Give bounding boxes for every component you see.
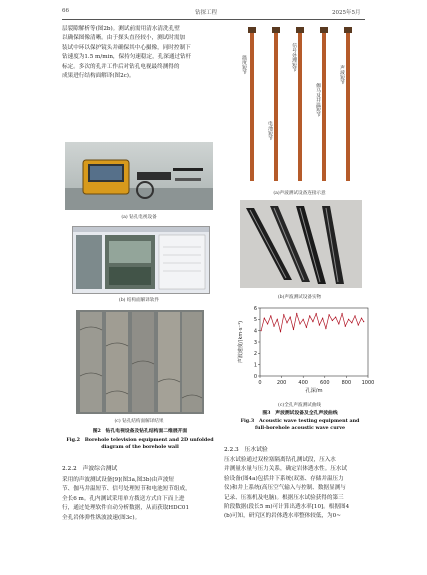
velocity-data-point — [325, 328, 326, 329]
section-2-2-2-title: 2.2.2 声波综合测试 — [62, 466, 118, 472]
paragraph-line: 并测量水量与压力关系，确定岩体透水性。压水试 — [224, 466, 348, 473]
fig2a-caption: (a) 钻孔电视设备 — [121, 215, 157, 220]
velocity-data-point — [299, 323, 300, 324]
velocity-data-point — [286, 322, 287, 323]
y-tick-label: 3 — [253, 339, 257, 346]
page-number: 66 — [62, 8, 69, 14]
acoustic-device-diagram — [232, 25, 367, 185]
paragraph-line: 成果进行结构面解译(图2c)。 — [62, 73, 135, 80]
velocity-data-point — [332, 320, 333, 321]
y-tick-label: 0 — [253, 373, 257, 380]
velocity-data-point — [351, 322, 352, 323]
paragraph-line: 装试中环以保护镜头并确保其中心摄像，同时控制下 — [62, 44, 191, 51]
section-2-2-2-text — [62, 476, 215, 523]
velocity-data-point — [280, 331, 281, 332]
paragraph-line: 以确保图像清晰。由于探头直径较小，测试时需加 — [62, 35, 186, 42]
velocity-data-point — [316, 313, 317, 314]
acoustic-velocity-chart — [226, 302, 376, 404]
diagram-label-acoustic: 声波短节 — [339, 65, 344, 85]
y-tick-label: 1 — [253, 362, 257, 369]
velocity-data-point — [283, 314, 284, 315]
diagram-label-signal: 信号处理短节 — [291, 43, 296, 72]
section-2-2-3-title: 2.2.3 压水试验 — [224, 447, 268, 453]
issue-date: 2025年5月 — [332, 10, 361, 16]
paragraph-line: 压水试验通过双栓塞隔离钻孔测试段，压入水 — [224, 457, 336, 463]
x-tick-label: 1000 — [361, 380, 375, 386]
header-rule — [62, 19, 365, 20]
paragraph-line: 全长6 m。孔内测试采用单方拨送方式自下而上进 — [62, 495, 185, 502]
fig2c-caption: (c) 钻孔结构面解译结果 — [114, 419, 164, 424]
intro-paragraph — [62, 25, 215, 81]
y-tick-label: 6 — [253, 305, 257, 312]
fig2-caption-cn: 图2 钻孔电视设备及钻孔结构面二维展开面 — [92, 428, 188, 434]
diagram-label-battery: 电池短节 — [267, 121, 272, 141]
paragraph-line: 阶段数据(段长5 m)可计算出透水率[10]。根据图4 — [224, 504, 350, 511]
fig2-caption-en-2: diagram of the borehole wall — [101, 444, 179, 450]
acoustic-device-photo — [240, 200, 362, 288]
velocity-data-point — [290, 316, 291, 317]
velocity-series-line — [261, 314, 364, 332]
velocity-data-point — [322, 318, 323, 319]
x-axis-label: 孔深/m — [305, 388, 323, 394]
velocity-data-point — [277, 319, 278, 320]
velocity-data-point — [309, 315, 310, 316]
velocity-data-point — [338, 323, 339, 324]
velocity-data-point — [341, 313, 342, 314]
paragraph-line: 全孔岩体弹性纵波波速(图3c)。 — [62, 514, 141, 521]
paragraph-line: 钻速度为1.5 m/min，保持匀速稳定，孔深通过钻杆 — [62, 54, 192, 61]
paragraph-line: 标定。多次的孔并工作后对钻孔电视最终测得的 — [62, 63, 180, 70]
x-tick-label: 600 — [320, 380, 330, 386]
fig3b-caption: (b)声波测试设备实物 — [277, 295, 322, 300]
x-tick-label: 800 — [341, 380, 352, 386]
journal-name: 钻探工程 — [195, 10, 218, 16]
interpretation-software-screenshot — [72, 226, 210, 294]
paragraph-line: 仪)和井上系统(高压空气输入与控制、数据显测与 — [224, 485, 346, 492]
y-tick-label: 4 — [253, 328, 257, 335]
y-tick-label: 5 — [253, 317, 257, 324]
diagram-label-gamma: 伽马及井温短节 — [315, 83, 320, 117]
x-tick-label: 400 — [298, 380, 308, 386]
velocity-data-point — [303, 319, 304, 320]
velocity-data-point — [348, 319, 349, 320]
velocity-data-point — [264, 318, 265, 319]
y-axis-label: 声波速度/(km·s⁻¹) — [238, 320, 244, 364]
x-tick-label: 200 — [276, 380, 287, 386]
paragraph-line: 采用的声波测试设备[9](图3a,图3b)由声波短 — [62, 477, 175, 483]
velocity-data-point — [358, 324, 359, 325]
tv-equipment-photo — [65, 142, 213, 210]
fig3-caption-en-2: full-borehole acoustic wave curve — [254, 425, 346, 431]
paragraph-line: 节、伽马井温短节、信号处理短节和电池短节组成， — [62, 486, 191, 493]
velocity-data-point — [306, 327, 307, 328]
borehole-unfolded-result — [76, 310, 204, 414]
velocity-data-point — [319, 324, 320, 325]
paragraph-line: 层裂隙解析等(图2b)。测试前需用清水清洗孔壁 — [62, 26, 180, 32]
velocity-data-point — [270, 315, 271, 316]
x-tick-label: 0 — [258, 380, 262, 386]
paragraph-line: 记录、压塞机及电脑)。根据压水试验获得的第三 — [224, 494, 344, 501]
section-2-2-3-text — [224, 456, 368, 522]
fig2b-caption: (b) 结构面解译软件 — [118, 298, 160, 303]
velocity-data-point — [273, 326, 274, 327]
paragraph-line: 行，通过处理软件自动分析数据，从而获取HDC01 — [62, 505, 190, 512]
y-tick-label: 2 — [253, 351, 257, 358]
velocity-data-point — [260, 330, 261, 331]
velocity-data-point — [296, 313, 297, 314]
fig3-caption-en-1: Fig.3 Acoustic wave testing equipment and — [240, 418, 360, 424]
fig3a-caption: (a)声波测试设备连接示意 — [273, 191, 326, 196]
velocity-data-point — [329, 314, 330, 315]
velocity-data-point — [354, 315, 355, 316]
velocity-data-point — [335, 316, 336, 317]
paragraph-line: (b)可知，研究区的岩体透水率整体较低，为0~ — [224, 513, 341, 520]
fig2-caption-en-1: Fig.2 Borehole television equipment and 2D unfolded — [66, 437, 214, 443]
fig3c-caption: (c)全孔声波测试曲线 — [278, 403, 321, 408]
velocity-data-point — [267, 323, 268, 324]
velocity-data-point — [345, 326, 346, 327]
diagram-label-temperature: 温度短节 — [241, 55, 246, 75]
paragraph-line: 验设备(图4a)包括井下系统(双塞、存储并温压力 — [224, 475, 344, 482]
velocity-data-point — [312, 321, 313, 322]
velocity-data-point — [361, 318, 362, 319]
fig3-caption-cn: 图3 声波测试设备及全孔声波曲线 — [262, 410, 338, 416]
velocity-data-point — [293, 329, 294, 330]
velocity-data-point — [363, 321, 364, 322]
